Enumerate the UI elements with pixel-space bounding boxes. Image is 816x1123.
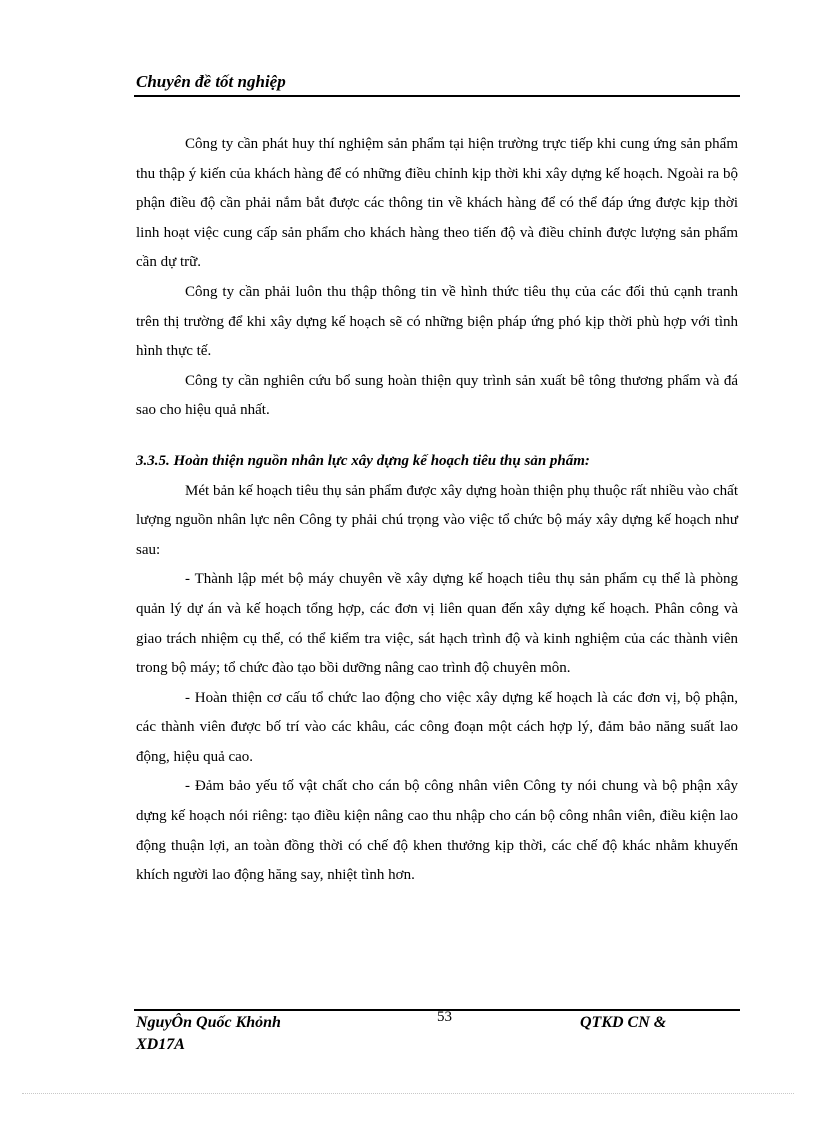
body-paragraph: Công ty cần phải luôn thu thập thông tin về hình thức tiêu thụ của các đối thủ cạnh tranh trên thị trường để khi xây dựng kế hoạch sẽ có những biện pháp ứng phó kịp thời phù hợp với tình hình thực tế. [136,283,738,360]
body-paragraph: Công ty cần nghiên cứu bổ sung hoàn thiện quy trình sản xuất bê tông thương phẩm và đá sao cho hiệu quả nhất. [136,372,738,419]
footer-author: NguyÔn Quốc Khỏnh [136,1014,281,1031]
section-heading: 3.3.5. Hoàn thiện nguồn nhân lực xây dựng kế hoạch tiêu thụ sản phẩm: [136,452,590,469]
body-paragraph: - Hoàn thiện cơ cấu tổ chức lao động cho việc xây dựng kế hoạch là các đơn vị, bộ phận, các thành viên được bố trí vào các khâu, các công đoạn một cách hợp lý, đảm bảo năng suất lao động, hiệu quả cao. [136,689,738,765]
footer-department: QTKD CN & [580,1014,667,1031]
body-paragraph: Mét bản kế hoạch tiêu thụ sản phẩm được xây dựng hoàn thiện phụ thuộc rất nhiều vào chất lượng nguồn nhân lực nên Công ty phải chú trọng vào việc tổ chức bộ máy xây dựng kế hoạch như sau: [136,482,738,558]
body-paragraph: Công ty cần phát huy thí nghiệm sản phẩm tại hiện trường trực tiếp khi cung ứng sản phẩm thu thập ý kiến của khách hàng để có những điều chỉnh kịp thời khi xây dựng kế hoạch. Ngoài ra bộ phận điều độ cần phải nắm bắt được các thông tin về khách hàng để có thể đáp ứng được kịp thời linh hoạt việc cung cấp sản phẩm cho khách hàng theo tiến độ và điều chỉnh được lượng sản phẩm cần dự trữ. [136,136,738,271]
body-paragraph: - Đảm bảo yếu tố vật chất cho cán bộ công nhân viên Công ty nói chung và bộ phận xây dựng kế hoạch nói riêng: tạo điều kiện nâng cao thu nhập cho cán bộ công nhân viên, điều kiện lao động thuận lợi, an toàn đồng thời có chế độ khen thưởng kịp thời, các chế độ khác nhằm khuyến khích người lao động hăng say, nhiệt tình hơn. [136,778,738,884]
page-number: 53 [437,1009,452,1025]
footer-class-code: XD17A [136,1036,185,1053]
body-paragraph: - Thành lập mét bộ máy chuyên về xây dựng kế hoạch tiêu thụ sản phẩm cụ thể là phòng quản lý dự án và kế hoạch tổng hợp, các đơn vị liên quan đến xây dựng kế hoạch. Phân công và giao trách nhiệm cụ thể, có thể kiểm tra việc, sát hạch trình độ và kinh nghiệm của các thành viên trong bộ máy; tổ chức đào tạo bồi dưỡng nâng cao trình độ chuyên môn. [136,571,738,677]
header-divider [134,95,740,97]
document-body [136,130,738,891]
page-edge-divider [22,1093,794,1094]
header-title: Chuyên đề tốt nghiệp [136,72,286,91]
